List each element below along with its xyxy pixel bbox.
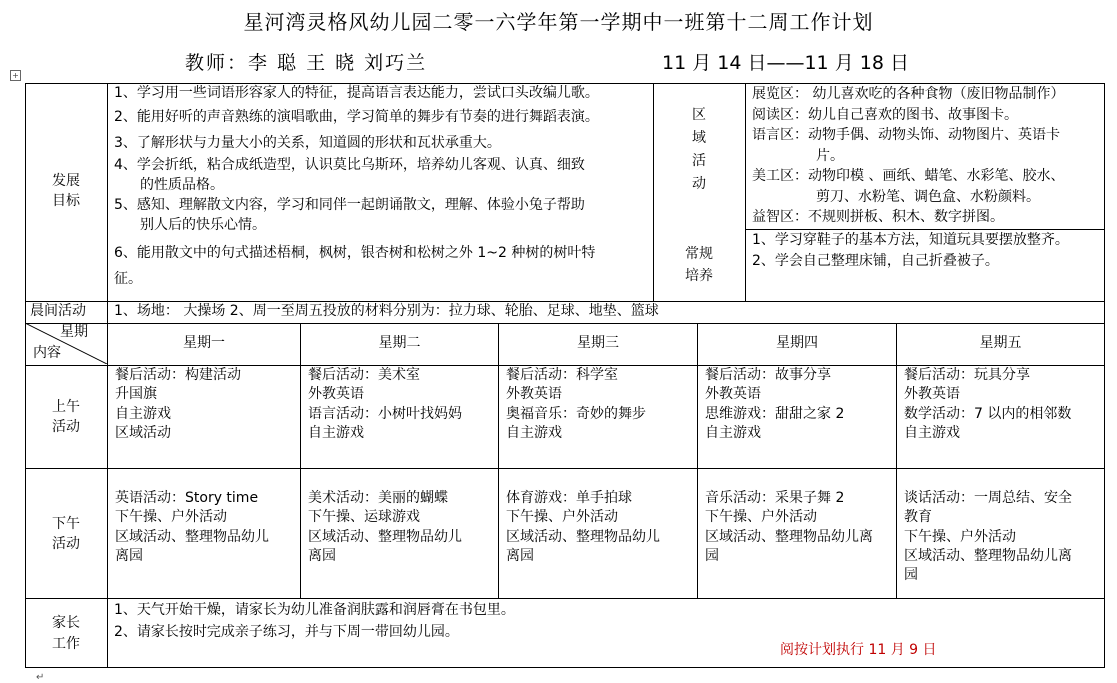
am-day-cell: 餐后活动：构建活动 升国旗 自主游戏 区域活动 — [115, 367, 241, 441]
am-label: 上午 活动 — [52, 399, 80, 435]
review-note: 阅按计划执行 11 月 9 日 — [780, 642, 937, 658]
goal-line: 别人后的快乐心情。 — [140, 217, 266, 233]
goal-line: 6、能用散文中的句式描述梧桐，枫树，银杏树和松树之外 1~2 种树的树叶特 — [114, 245, 596, 261]
week-dates: 11 月 14 日——11 月 18 日 — [662, 52, 909, 74]
day-header: 星期一 — [183, 335, 225, 351]
header-content-caption: 内容 — [33, 345, 61, 361]
am-day-cell: 餐后活动：玩具分享 外教英语 数学活动：7 以内的相邻数 自主游戏 — [904, 367, 1072, 441]
page-title: 星河湾灵格风幼儿园二零一六学年第一学期中一班第十二周工作计划 — [243, 10, 874, 34]
am-day-cell: 餐后活动：美术室 外教英语 语言活动：小树叶找妈妈 自主游戏 — [308, 367, 462, 441]
paragraph-mark-icon: ↵ — [36, 672, 45, 683]
area-line: 益智区：不规则拼板、积木、数字拼图。 — [752, 209, 1004, 225]
am-day-cell: 餐后活动：科学室 外教英语 奥福音乐：奇妙的舞步 自主游戏 — [506, 367, 646, 441]
goal-line: 2、能用好听的声音熟练的演唱歌曲，学习简单的舞步有节奏的进行舞蹈表演。 — [114, 109, 599, 125]
day-header: 星期四 — [776, 335, 818, 351]
teachers: 教师：李 聪 王 晓 刘巧兰 — [185, 52, 428, 74]
morning-label: 晨间活动 — [30, 303, 86, 319]
pm-day-cell: 美术活动：美丽的蝴蝶 下午操、运球游戏 区域活动、整理物品幼儿 离园 — [308, 490, 462, 564]
parents-label: 家长 工作 — [52, 615, 80, 652]
goal-line: 3、了解形状与力量大小的关系，知道圆的形状和瓦状承重大。 — [114, 135, 501, 151]
area-label: 区 域 活 动 — [692, 107, 706, 192]
area-line: 阅读区：幼儿自己喜欢的图书、故事图卡。 — [752, 106, 1018, 123]
table-move-handle-icon[interactable]: + — [10, 70, 21, 81]
day-header: 星期三 — [577, 335, 619, 351]
goals-list — [114, 84, 650, 290]
pm-label: 下午 活动 — [52, 516, 80, 552]
pm-day-cell: 体育游戏：单手拍球 下午操、户外活动 区域活动、整理物品幼儿 离园 — [506, 490, 660, 564]
day-header: 星期二 — [378, 335, 421, 351]
area-line: 剪刀、水粉笔、调色盒、水粉颜料。 — [816, 188, 1040, 205]
header-weekday-caption: 星期 — [60, 324, 88, 340]
goal-line: 征。 — [114, 271, 142, 287]
routine-list — [752, 230, 1104, 272]
am-day-cell: 餐后活动：故事分享 外教英语 思维游戏：甜甜之家 2 自主游戏 — [705, 367, 845, 441]
parents-line: 1、天气开始干燥，请家长为幼儿准备润肤露和润唇膏在书包里。 — [114, 602, 515, 618]
parents-line: 2、请家长按时完成亲子练习，并与下周一带回幼儿园。 — [114, 624, 459, 640]
pm-day-cell: 音乐活动：采果子舞 2 下午操、户外活动 区域活动、整理物品幼儿离 园 — [705, 490, 873, 564]
routine-line: 1、学习穿鞋子的基本方法，知道玩具要摆放整齐。 — [752, 232, 1069, 248]
goal-line: 1、学习用一些词语形容家人的特征，提高语言表达能力，尝试口头改编儿歌。 — [114, 85, 599, 101]
goal-line: 4、学会折纸，粘合成纸造型，认识莫比乌斯环，培养幼儿客观、认真、细致 — [114, 157, 585, 173]
area-line: 美工区：动物印模 、画纸、蜡笔、水彩笔、胶水、 — [752, 168, 1065, 184]
goal-line: 的性质品格。 — [140, 177, 224, 193]
day-header: 星期五 — [979, 335, 1022, 351]
area-list — [752, 84, 1104, 228]
parents-list — [114, 599, 1094, 643]
pm-day-cell: 英语活动：Story time 下午操、户外活动 区域活动、整理物品幼儿 离园 — [115, 490, 269, 564]
routine-line: 2、学会自己整理床铺，自己折叠被子。 — [752, 253, 999, 269]
routine-label: 常规 培养 — [685, 246, 713, 284]
goals-label: 发展 目标 — [52, 173, 80, 209]
goal-line: 5、感知、理解散文内容，学习和同伴一起朗诵散文，理解、体验小兔子帮助 — [114, 197, 585, 213]
pm-day-cell: 谈话活动：一周总结、安全 教育 下午操、户外活动 区域活动、整理物品幼儿离 园 — [904, 490, 1072, 584]
area-line: 展览区： 幼儿喜欢吃的各种食物（废旧物品制作） — [752, 86, 1065, 102]
area-line: 片。 — [816, 147, 844, 164]
morning-text: 1、场地： 大操场 2、周一至周五投放的材料分别为：拉力球、轮胎、足球、地垫、篮球 — [114, 303, 659, 319]
area-line: 语言区：动物手偶、动物头饰、动物图片、英语卡 — [752, 127, 1060, 143]
